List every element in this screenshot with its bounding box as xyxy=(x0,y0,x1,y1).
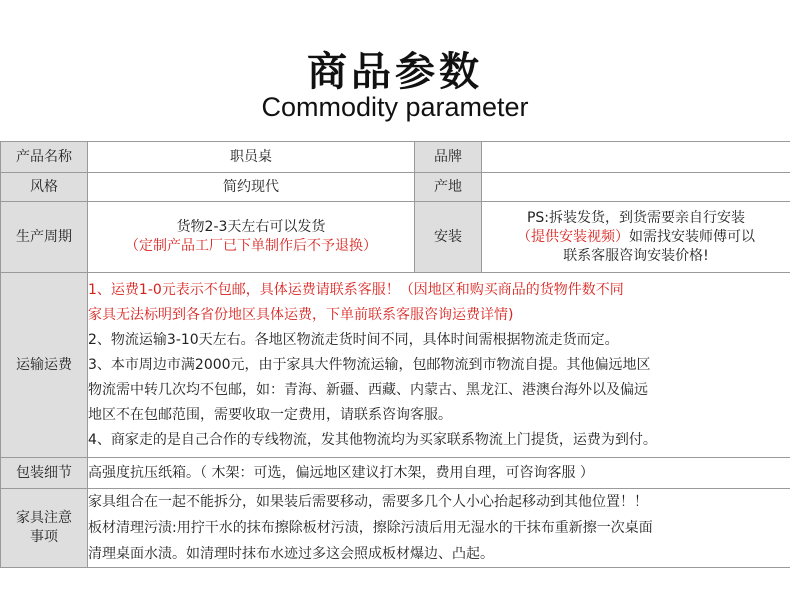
table-row xyxy=(1,273,790,458)
brand-label: 品牌 xyxy=(415,142,482,173)
production-cycle-text: 货物2-3天左右可以发货 xyxy=(176,219,326,235)
parameter-table xyxy=(0,141,790,568)
brand-value xyxy=(482,142,790,173)
origin-label: 产地 xyxy=(415,173,482,202)
shipping-line-2: 家具无法标明到各省份地区具体运费，下单前联系客服咨询运费详情) xyxy=(88,306,514,323)
packaging-value: 高强度抗压纸箱。（ 木架：可选，偏远地区建议打木架，费用自理，可咨询客服 ） xyxy=(88,458,790,489)
notes-label-line2: 事项 xyxy=(30,529,58,545)
production-cycle-value xyxy=(88,202,415,273)
shipping-line-4: 3、本市周边市满2000元，由于家具大件物流运输，包邮物流到市物流自提。其他偏远地区 xyxy=(88,356,651,373)
shipping-line-6: 地区不在包邮范围，需要收取一定费用，请联系咨询客服。 xyxy=(88,406,452,423)
table-row xyxy=(1,142,790,173)
production-cycle-label: 生产周期 xyxy=(1,202,88,273)
install-text-line2 xyxy=(482,228,790,247)
install-label: 安装 xyxy=(415,202,482,273)
notes-label-line1: 家具注意 xyxy=(16,510,72,526)
shipping-line-7: 4、商家走的是自己合作的专线物流，发其他物流均为买家联系物流上门提货，运费为到付。 xyxy=(88,431,657,448)
table-row xyxy=(1,489,790,568)
table-row xyxy=(1,173,790,202)
origin-value xyxy=(482,173,790,202)
shipping-line-5: 物流需中转几次均不包邮，如：青海、新疆、西藏、内蒙古、黑龙江、港澳台海外以及偏远 xyxy=(88,381,648,398)
table-row xyxy=(1,202,790,273)
shipping-label: 运输运费 xyxy=(1,273,88,458)
page-title: 商品参数 xyxy=(307,49,483,95)
shipping-line-3: 2、物流运输3-10天左右。各地区物流走货时间不同，具体时间需根据物流走货而定。 xyxy=(88,331,619,348)
shipping-line-1: 1、运费1-0元表示不包邮，具体运费请联系客服！（因地区和购买商品的货物件数不同 xyxy=(88,281,624,298)
style-value: 简约现代 xyxy=(88,173,415,202)
notes-line-2: 板材清理污渍:用拧干水的抹布擦除板材污渍，擦除污渍后用无湿水的干抹布重新擦一次桌面 xyxy=(88,520,653,536)
install-text-line3: 联系客服咨询安装价格! xyxy=(563,247,709,264)
page-subtitle: Commodity parameter xyxy=(261,92,529,122)
install-text-line2-rest: 如需找安装师傅可以 xyxy=(629,228,755,245)
table-row xyxy=(1,458,790,489)
install-text-line1: PS:拆装发货，到货需要亲自行安装 xyxy=(526,209,746,226)
product-name-value: 职员桌 xyxy=(88,142,415,173)
packaging-label: 包装细节 xyxy=(1,458,88,489)
shipping-value xyxy=(88,273,790,458)
production-cycle-warning: （定制产品工厂已下单制作后不予退换） xyxy=(125,238,377,254)
style-label: 风格 xyxy=(1,173,88,202)
install-value xyxy=(482,202,790,273)
install-video-note: （提供安装视频） xyxy=(517,228,629,245)
notes-line-1: 家具组合在一起不能拆分，如果装后需要移动，需要多几个人小心抬起移动到其他位置！！ xyxy=(88,494,648,510)
product-name-label: 产品名称 xyxy=(1,142,88,173)
notes-label xyxy=(1,489,88,568)
notes-line-3: 清理桌面水渍。如清理时抹布水迹过多这会照成板材爆边、凸起。 xyxy=(88,546,494,562)
notes-value xyxy=(88,489,790,568)
